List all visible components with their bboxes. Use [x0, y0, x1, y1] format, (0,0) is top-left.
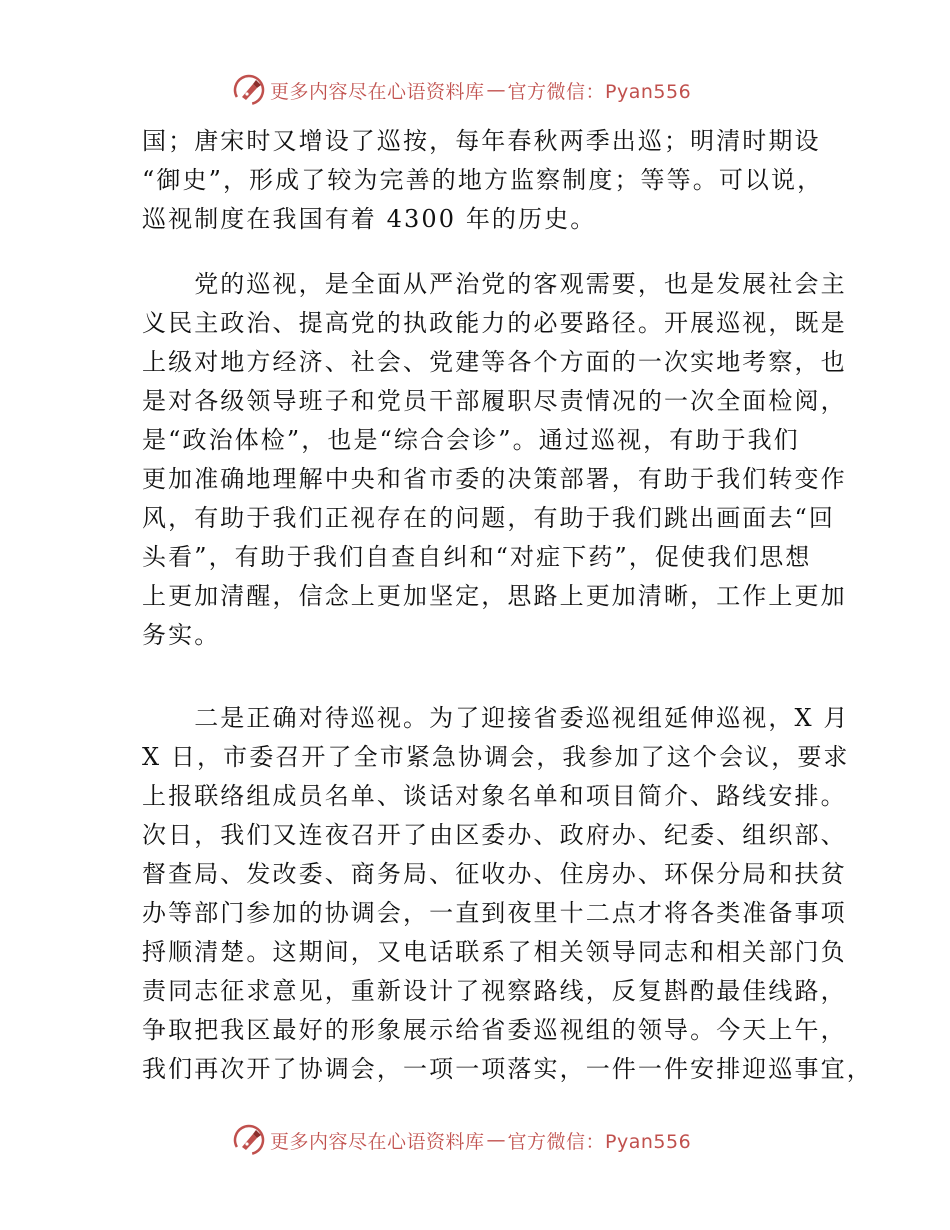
watermark-text: 更多内容尽在心语资料库	[270, 1130, 485, 1153]
watermark-contact: 官方微信：Pyan556	[507, 80, 692, 103]
text-line: 务实。	[142, 621, 221, 649]
text-line: 更加准确地理解中央和省市委的决策部署，有助于我们转变作	[142, 465, 847, 493]
text-line: 次日，我们又连夜召开了由区委办、政府办、纪委、组织部、	[142, 821, 847, 849]
text-line: 办等部门参加的协调会，一直到夜里十二点才将各类准备事项	[142, 899, 847, 927]
text-line: X 日，市委召开了全市紧急协调会，我参加了这个会议，要求	[142, 743, 850, 771]
watermark-text: 更多内容尽在心语资料库	[270, 80, 485, 103]
text-line: 上更加清醒，信念上更加坚定，思路上更加清晰，工作上更加	[142, 582, 847, 610]
text-line: 上级对地方经济、社会、党建等各个方面的一次实地考察，也	[142, 348, 847, 376]
text-line: 巡视制度在我国有着 4300 年的历史。	[142, 205, 597, 233]
text-line: 风，有助于我们正视存在的问题，有助于我们跳出画面去“回	[142, 504, 835, 532]
text-line: 义民主政治、提高党的执政能力的必要路径。开展巡视，既是	[142, 309, 847, 337]
text-line: 党的巡视，是全面从严治党的客观需要，也是发展社会主	[142, 270, 847, 298]
text-line: 上报联络组成员名单、谈话对象名单和项目简介、路线安排。	[142, 782, 847, 810]
header-watermark	[232, 73, 691, 107]
text-line: 争取把我区最好的形象展示给省委巡视组的领导。今天上午，	[142, 1016, 847, 1044]
text-line: 督查局、发改委、商务局、征收办、住房办、环保分局和扶贫	[142, 860, 847, 888]
paragraph-treat-inspection	[142, 699, 873, 1089]
text-line: 二是正确对待巡视。为了迎接省委巡视组延伸巡视，X 月	[142, 704, 850, 732]
watermark-separator: —	[486, 1129, 506, 1151]
footer-watermark	[232, 1123, 691, 1157]
pen-nib-logo-icon	[232, 73, 266, 107]
text-line: 责同志征求意见，重新设计了视察路线，反复斟酌最佳线路，	[142, 977, 847, 1005]
paragraph-party-inspection	[142, 265, 847, 655]
text-line: 国；唐宋时又增设了巡按，每年春秋两季出巡；明清时期设	[142, 127, 821, 155]
text-line: 我们再次开了协调会，一项一项落实，一件一件安排迎巡事宜，	[142, 1055, 873, 1083]
text-line: 是对各级领导班子和党员干部履职尽责情况的一次全面检阅，	[142, 387, 847, 415]
watermark-separator: —	[486, 79, 506, 101]
pen-nib-logo-icon	[232, 1123, 266, 1157]
paragraph-history	[142, 122, 824, 239]
text-line: 是“政治体检”，也是“综合会诊”。通过巡视，有助于我们	[142, 426, 800, 454]
watermark-contact: 官方微信：Pyan556	[507, 1130, 692, 1153]
text-line: “御史”，形成了较为完善的地方监察制度；等等。可以说，	[142, 166, 824, 194]
text-line: 捋顺清楚。这期间，又电话联系了相关领导同志和相关部门负	[142, 938, 847, 966]
text-line: 头看”，有助于我们自查自纠和“对症下药”，促使我们思想	[142, 543, 812, 571]
